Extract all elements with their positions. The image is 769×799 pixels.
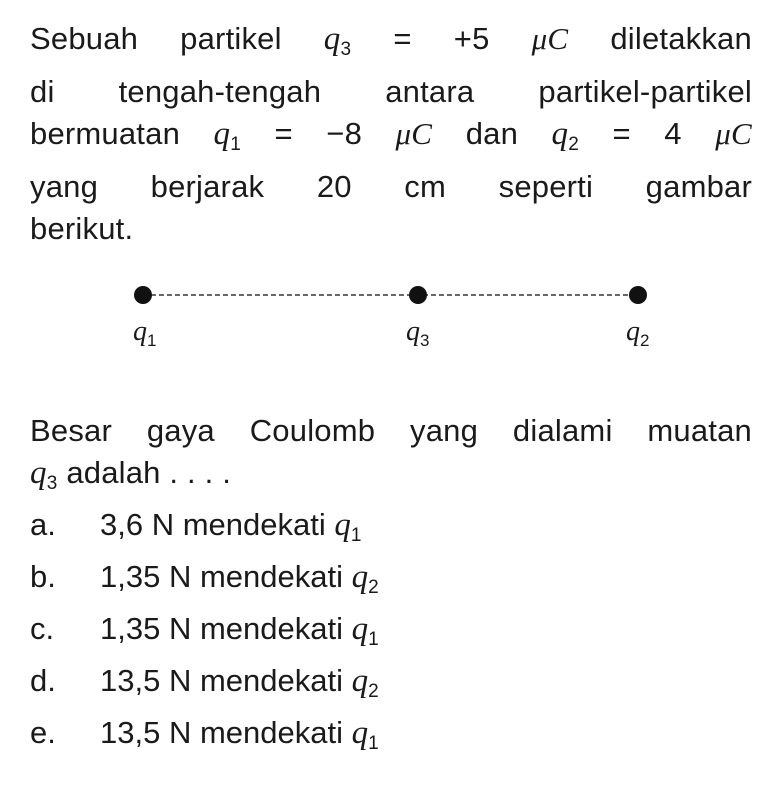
- option-var: q: [351, 663, 369, 699]
- option-text: 1,35 N mendekati: [100, 611, 343, 646]
- charge-var-q3: q: [30, 455, 47, 491]
- option-sub: 2: [368, 681, 379, 702]
- option-var: q: [351, 715, 369, 751]
- option-b[interactable]: [30, 556, 379, 609]
- charge-value-q1: = −8: [274, 116, 363, 151]
- problem-line-4: yang berjarak 20 cm seperti gambar: [30, 169, 752, 204]
- option-text: 3,6 N mendekati: [100, 507, 326, 542]
- charge-diagram: [0, 270, 769, 365]
- question-text: [30, 410, 752, 505]
- option-letter: a.: [30, 507, 56, 542]
- question-line-1: Besar gaya Coulomb yang dialami muatan: [30, 413, 752, 448]
- charge-sub-q2: 2: [568, 134, 579, 155]
- question-line-2: [30, 452, 752, 505]
- charge-diagram-svg: [0, 270, 769, 360]
- option-var: q: [351, 611, 369, 647]
- option-sub: 1: [368, 629, 379, 650]
- option-letter: c.: [30, 611, 55, 646]
- option-letter: b.: [30, 559, 56, 594]
- charge-dot-q2: [629, 286, 647, 304]
- option-text: 1,35 N mendekati: [100, 559, 343, 594]
- option-var: q: [334, 507, 351, 543]
- option-sub: 1: [350, 525, 362, 546]
- diagram-label-q3: $q_3$: [406, 316, 430, 350]
- option-e[interactable]: [30, 712, 379, 765]
- charge-sub-q3: 3: [340, 39, 352, 60]
- problem-text: dan: [465, 116, 519, 151]
- option-letter: e.: [30, 715, 56, 750]
- option-d[interactable]: [30, 660, 379, 713]
- charge-var-q1: q: [213, 116, 231, 152]
- problem-line-3: [30, 113, 752, 166]
- option-c[interactable]: [30, 608, 379, 661]
- charge-dot-q1: [134, 286, 152, 304]
- charge-sub-q3: 3: [46, 473, 58, 494]
- diagram-label-q1: $q_1$: [133, 316, 157, 350]
- problem-text: Sebuah partikel: [30, 21, 282, 56]
- option-text: 13,5 N mendekati: [100, 715, 343, 750]
- option-var: q: [351, 559, 369, 595]
- charge-unit: μC: [531, 21, 569, 56]
- problem-line-5: berikut.: [30, 211, 134, 246]
- charge-value-q2: = 4: [612, 116, 682, 151]
- option-a[interactable]: [30, 504, 361, 557]
- charge-var-q3: q: [323, 21, 341, 57]
- charge-dot-q3: [409, 286, 427, 304]
- option-letter: d.: [30, 663, 56, 698]
- option-sub: 1: [368, 733, 379, 754]
- charge-unit: μC: [395, 116, 433, 151]
- problem-statement: [30, 18, 752, 250]
- option-sub: 2: [368, 577, 379, 598]
- charge-unit: μC: [715, 116, 752, 151]
- option-text: 13,5 N mendekati: [100, 663, 343, 698]
- charge-var-q2: q: [551, 116, 569, 152]
- problem-line-2: di tengah-tengah antara partikel-partikel: [30, 74, 752, 109]
- problem-text: diletakkan: [610, 21, 752, 56]
- problem-line-1: [30, 18, 752, 71]
- charge-value-q3: = +5: [393, 21, 490, 56]
- problem-text: bermuatan: [30, 116, 181, 151]
- diagram-label-q2: $q_2$: [626, 316, 650, 350]
- charge-sub-q1: 1: [230, 134, 241, 155]
- question-tail: adalah . . . .: [66, 455, 232, 490]
